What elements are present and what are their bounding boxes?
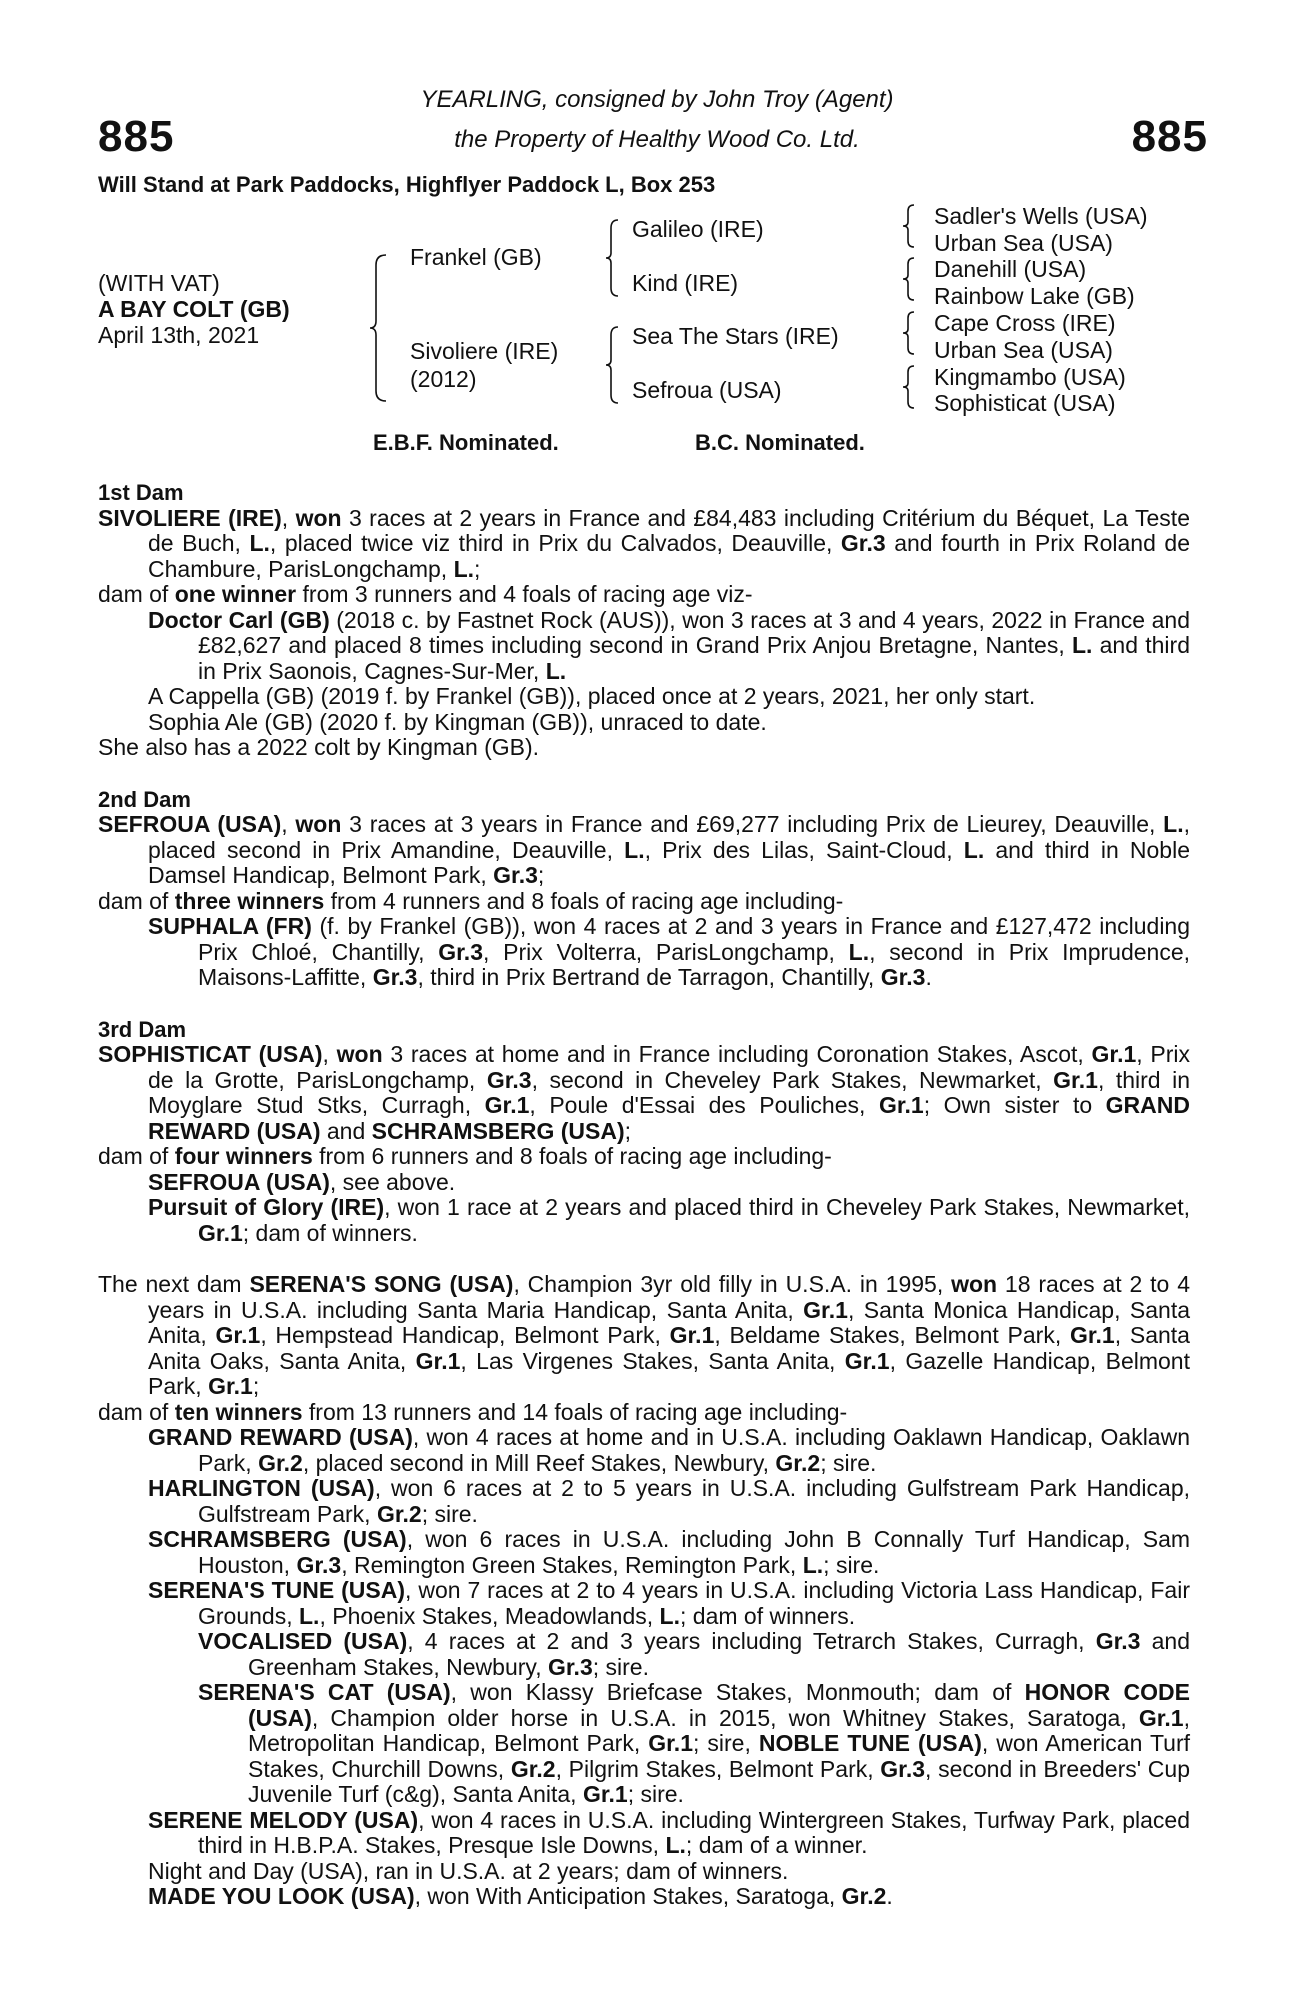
dam-1-foal-3: Sophia Ale (GB) (2020 f. by Kingman (GB)), unraced to date. bbox=[148, 708, 767, 735]
ggp-4: Rainbow Lake (GB) bbox=[934, 283, 1135, 309]
ggp-6: Urban Sea (USA) bbox=[934, 337, 1113, 363]
pedigree-bracket-1 bbox=[368, 253, 390, 403]
sire-name: Frankel (GB) bbox=[410, 244, 542, 270]
dam-name: Sivoliere (IRE) bbox=[410, 338, 559, 364]
dam-2-foal-1: SUPHALA (FR) (f. by Frankel (GB)), won 4 races at 2 and 3 years in France and £127,472 including Prix Chloé, Chantilly, Gr.3, Prix Volterra, ParisLongchamp, L., second in Prix Imprudence, Maisons-Laffitte, Gr.3, third in Prix Bertrand de Tarragon, Chantilly, Gr.3. bbox=[148, 913, 1191, 990]
pedigree-bracket-2 bbox=[605, 218, 621, 298]
lot-number-right: 885 bbox=[1131, 112, 1208, 161]
dam-3-record: SOPHISTICAT (USA), won 3 races at home and in France including Coronation Stakes, Ascot, Gr.1, Prix de la Grotte, ParisLongchamp, Gr.3, second in Cheveley Park Stakes, Newmarket, Gr.1, third in Moyglare Stud Stks, Curragh, Gr.1, Poule d'Essai des Pouliches, Gr.1; Own sister to GRAND REWARD (USA) and SCHRAMSBERG (USA); bbox=[98, 1041, 1190, 1144]
horse-dob: April 13th, 2021 bbox=[98, 322, 260, 348]
next-dam-grandfoal-2: SERENA'S CAT (USA), won Klassy Briefcase Stakes, Monmouth; dam of HONOR CODE (USA), Champion older horse in U.S.A. in 2015, won Whitney Stakes, Saratoga, Gr.1, Metropolitan Handicap, Belmont Park, Gr.1; sire, NOBLE TUNE (USA), won American Turf Stakes, Churchill Downs, Gr.2, Pilgrim Stakes, Belmont Park, Gr.3, second in Breeders' Cup Juvenile Turf (c&g), Santa Anita, Gr.1; sire. bbox=[198, 1679, 1190, 1807]
next-dam-foal-4: SERENA'S TUNE (USA), won 7 races at 2 to 4 years in U.S.A. including Victoria Lass Handicap, Fair Grounds, L., Phoenix Stakes, Meadowlands, L.; dam of winners. bbox=[148, 1577, 1190, 1629]
next-dam-grandfoal-3: MADE YOU LOOK (USA), won With Anticipation Stakes, Saratoga, Gr.2. bbox=[148, 1883, 893, 1909]
next-dam-produce-summary: dam of ten winners from 13 runners and 14 foals of racing age including- bbox=[98, 1398, 848, 1425]
horse-name: A BAY COLT (GB) bbox=[98, 296, 290, 322]
bc-nomination: B.C. Nominated. bbox=[695, 430, 865, 455]
ggp-2: Urban Sea (USA) bbox=[934, 230, 1113, 256]
third-dam-heading: 3rd Dam bbox=[98, 1016, 187, 1042]
pedigree-bracket-4 bbox=[902, 203, 916, 249]
dam-details bbox=[98, 480, 1190, 1910]
consignment-line-2: the Property of Healthy Wood Co. Ltd. bbox=[454, 126, 860, 153]
ggp-8: Sophisticat (USA) bbox=[934, 390, 1116, 416]
first-dam-heading: 1st Dam bbox=[98, 480, 184, 505]
next-dam-foal-1: GRAND REWARD (USA), won 4 races at home and in U.S.A. including Oaklawn Handicap, Oaklawn Park, Gr.2, placed second in Mill Reef Stakes, Newbury, Gr.2; sire. bbox=[148, 1424, 1190, 1476]
dam-1-note: She also has a 2022 colt by Kingman (GB). bbox=[98, 734, 540, 760]
dam-1-foal-2: A Cappella (GB) (2019 f. by Frankel (GB)), placed once at 2 years, 2021, her only start. bbox=[148, 683, 1036, 709]
sire-dam: Kind (IRE) bbox=[632, 270, 739, 296]
pedigree-bracket-3 bbox=[605, 325, 621, 405]
ggp-3: Danehill (USA) bbox=[934, 256, 1087, 282]
sire-sire: Galileo (IRE) bbox=[632, 216, 764, 242]
next-dam-grandfoal-1: VOCALISED (USA), 4 races at 2 and 3 years including Tetrarch Stakes, Curragh, Gr.3 and Greenham Stakes, Newbury, Gr.3; sire. bbox=[198, 1628, 1190, 1680]
dam-1-record: SIVOLIERE (IRE), won 3 races at 2 years in France and £84,483 including Critérium du Béquet, La Teste de Buch, L., placed twice viz third in Prix du Calvados, Deauville, Gr.3 and fourth in Prix Roland de Chambure, ParisLongchamp, L.; bbox=[98, 504, 1190, 582]
stand-info: Will Stand at Park Paddocks, Highflyer Paddock L, Box 253 bbox=[98, 172, 716, 197]
dam-3-foal-1: SEFROUA (USA), see above. bbox=[148, 1168, 456, 1195]
pedigree-bracket-7 bbox=[902, 364, 916, 410]
pedigree-bracket-5 bbox=[902, 256, 916, 302]
vat-note: (WITH VAT) bbox=[98, 270, 220, 296]
dam-year: (2012) bbox=[410, 366, 477, 392]
ggp-1: Sadler's Wells (USA) bbox=[934, 203, 1148, 229]
dam-2-record: SEFROUA (USA), won 3 races at 3 years in France and £69,277 including Prix de Lieurey, Deauville, L., placed second in Prix Amandine, Deauville, L., Prix des Lilas, Saint-Cloud, L. and third in Noble Damsel Handicap, Belmont Park, Gr.3; bbox=[98, 811, 1190, 888]
dam-sire: Sea The Stars (IRE) bbox=[632, 323, 839, 349]
next-dam-foal-6: Night and Day (USA), ran in U.S.A. at 2 years; dam of winners. bbox=[148, 1857, 789, 1884]
lot-number-left: 885 bbox=[98, 112, 175, 161]
dam-dam: Sefroua (USA) bbox=[632, 377, 782, 403]
second-dam-heading: 2nd Dam bbox=[98, 786, 191, 812]
dam-1-foal-1: Doctor Carl (GB) (2018 c. by Fastnet Rock (AUS)), won 3 races at 3 and 4 years, 2022 in France and £82,627 and placed 8 times including second in Grand Prix Anjou Bretagne, Nantes, L. and third in Prix Saonois, Cagnes-Sur-Mer, L. bbox=[148, 606, 1190, 684]
dam-1-produce-summary: dam of one winner from 3 runners and 4 foals of racing age viz- bbox=[98, 581, 753, 607]
dam-3-foal-2: Pursuit of Glory (IRE), won 1 race at 2 years and placed third in Cheveley Park Stakes, Newmarket, Gr.1; dam of winners. bbox=[148, 1194, 1190, 1246]
next-dam-foal-3: SCHRAMSBERG (USA), won 6 races in U.S.A. including John B Connally Turf Handicap, Sam Houston, Gr.3, Remington Green Stakes, Remington Park, L.; sire. bbox=[148, 1526, 1191, 1578]
consignment-line-1: YEARLING, consigned by John Troy (Agent) bbox=[420, 86, 894, 113]
ebf-nomination: E.B.F. Nominated. bbox=[373, 430, 559, 455]
dam-2-produce-summary: dam of three winners from 4 runners and 8 foals of racing age including- bbox=[98, 887, 844, 914]
next-dam-foal-2: HARLINGTON (USA), won 6 races at 2 to 5 years in U.S.A. including Gulfstream Park Handicap, Gulfstream Park, Gr.2; sire. bbox=[148, 1475, 1191, 1527]
next-dam-foal-5: SERENE MELODY (USA), won 4 races in U.S.A. including Wintergreen Stakes, Turfway Park, placed third in H.B.P.A. Stakes, Presque Isle Downs, L.; dam of a winner. bbox=[148, 1806, 1190, 1858]
next-dam-record: The next dam SERENA'S SONG (USA), Champion 3yr old filly in U.S.A. in 1995, won 18 races at 2 to 4 years in U.S.A. including Santa Maria Handicap, Santa Anita, Gr.1, Santa Monica Handicap, Santa Anita, Gr.1, Hempstead Handicap, Belmont Park, Gr.1, Beldame Stakes, Belmont Park, Gr.1, Santa Anita Oaks, Santa Anita, Gr.1, Las Virgenes Stakes, Santa Anita, Gr.1, Gazelle Handicap, Belmont Park, Gr.1; bbox=[98, 1271, 1190, 1399]
dam-3-produce-summary: dam of four winners from 6 runners and 8 foals of racing age including- bbox=[98, 1143, 832, 1169]
ggp-7: Kingmambo (USA) bbox=[934, 364, 1126, 390]
ggp-5: Cape Cross (IRE) bbox=[934, 310, 1116, 336]
pedigree-bracket-6 bbox=[902, 310, 916, 356]
